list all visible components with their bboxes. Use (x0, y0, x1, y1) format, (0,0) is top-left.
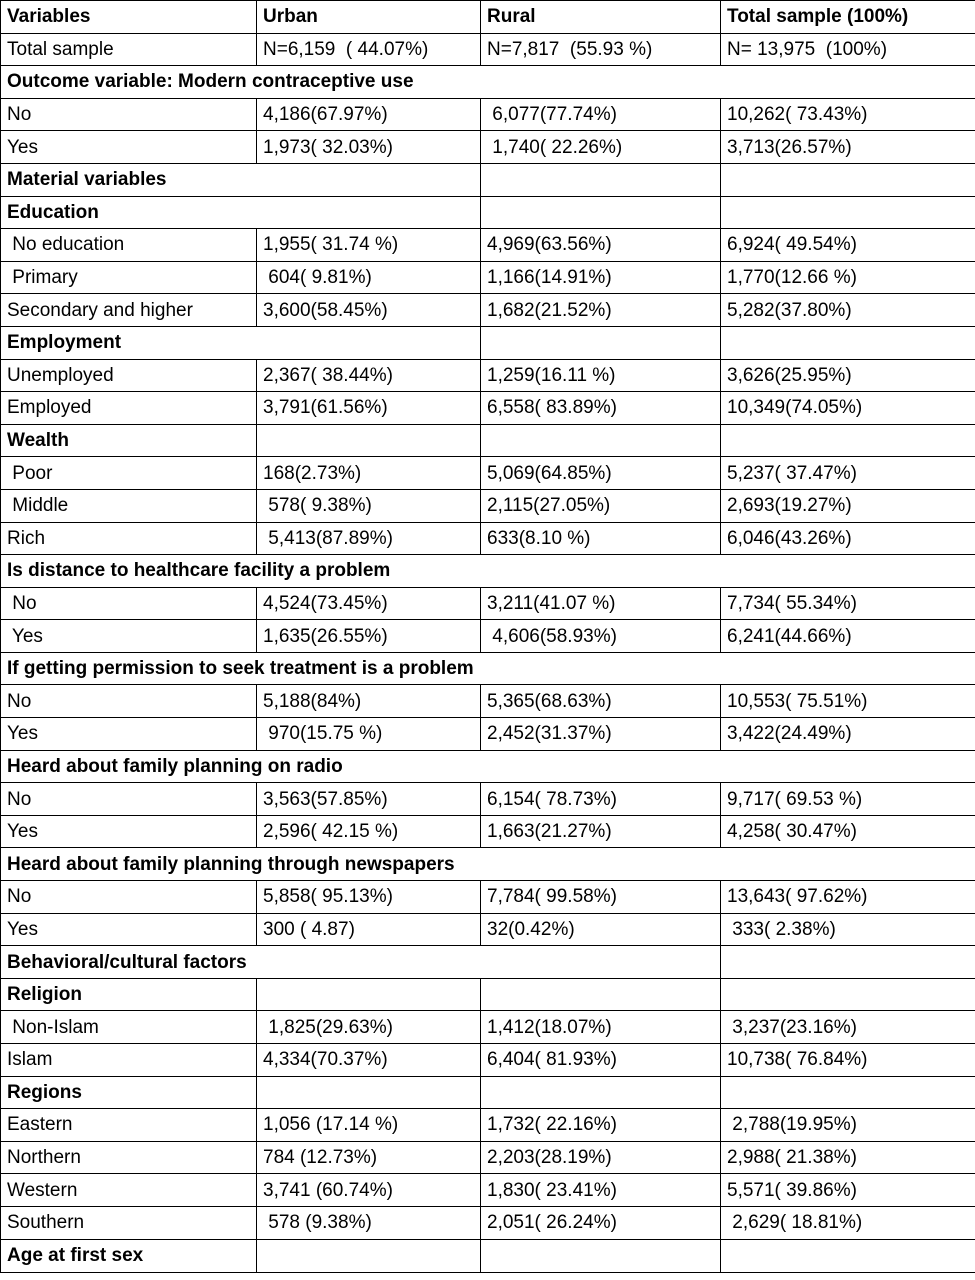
empty-cell (257, 1239, 481, 1272)
urban-cell: 1,955( 31.74 %) (257, 229, 481, 262)
rural-cell: 1,412(18.07%) (481, 1011, 721, 1044)
rural-cell: 2,051( 26.24%) (481, 1206, 721, 1239)
total-cell: 2,693(19.27%) (721, 489, 975, 522)
rural-cell: 2,452(31.37%) (481, 718, 721, 751)
table-row (1, 294, 975, 327)
total-cell: 9,717( 69.53 %) (721, 783, 975, 816)
empty-cell (721, 163, 975, 196)
urban-cell: 300 ( 4.87) (257, 913, 481, 946)
urban-cell: 4,334(70.37%) (257, 1044, 481, 1077)
total-cell: 333( 2.38%) (721, 913, 975, 946)
row-label: No (1, 587, 257, 620)
empty-cell (257, 978, 481, 1011)
rural-cell: 1,663(21.27%) (481, 815, 721, 848)
rural-cell: N=7,817 (55.93 %) (481, 33, 721, 66)
table-row (1, 392, 975, 425)
table-row (1, 33, 975, 66)
table-row (1, 131, 975, 164)
table-row (1, 1141, 975, 1174)
row-label: Yes (1, 815, 257, 848)
empty-cell (481, 424, 721, 457)
empty-cell (481, 1076, 721, 1109)
urban-cell: 168(2.73%) (257, 457, 481, 490)
header-urban: Urban (257, 1, 481, 34)
urban-cell: 5,413(87.89%) (257, 522, 481, 555)
rural-cell: 4,969(63.56%) (481, 229, 721, 262)
table-row (1, 457, 975, 490)
section-heading: If getting permission to seek treatment is a problem (1, 652, 975, 685)
section-heading-row (1, 555, 975, 588)
table-row (1, 783, 975, 816)
row-label: Yes (1, 718, 257, 751)
section-heading-row (1, 750, 975, 783)
table-row (1, 913, 975, 946)
row-label: Rich (1, 522, 257, 555)
row-label: Islam (1, 1044, 257, 1077)
table-row (1, 359, 975, 392)
total-cell: 13,643( 97.62%) (721, 881, 975, 914)
table-row (1, 587, 975, 620)
row-label: No (1, 783, 257, 816)
table-row (1, 489, 975, 522)
total-cell: 7,734( 55.34%) (721, 587, 975, 620)
total-cell: 3,626(25.95%) (721, 359, 975, 392)
empty-cell (257, 1076, 481, 1109)
header-rural: Rural (481, 1, 721, 34)
urban-cell: 3,791(61.56%) (257, 392, 481, 425)
table-row (1, 815, 975, 848)
table-header-row (1, 1, 975, 34)
section-heading: Heard about family planning through newspapers (1, 848, 975, 881)
row-label: Middle (1, 489, 257, 522)
total-cell: 3,713(26.57%) (721, 131, 975, 164)
urban-cell: 578 (9.38%) (257, 1206, 481, 1239)
urban-cell: 1,973( 32.03%) (257, 131, 481, 164)
row-label: Non-Islam (1, 1011, 257, 1044)
table-row (1, 522, 975, 555)
total-cell: 4,258( 30.47%) (721, 815, 975, 848)
empty-cell (721, 326, 975, 359)
empty-cell (481, 196, 721, 229)
urban-cell: N=6,159 ( 44.07%) (257, 33, 481, 66)
rural-cell: 1,682(21.52%) (481, 294, 721, 327)
row-label: Unemployed (1, 359, 257, 392)
urban-cell: 4,524(73.45%) (257, 587, 481, 620)
total-cell: 2,988( 21.38%) (721, 1141, 975, 1174)
rural-cell: 2,203(28.19%) (481, 1141, 721, 1174)
table-row (1, 261, 975, 294)
subsection-heading: Religion (1, 978, 257, 1011)
urban-cell: 1,056 (17.14 %) (257, 1109, 481, 1142)
empty-cell (721, 946, 975, 979)
table-row (1, 685, 975, 718)
total-cell: 10,349(74.05%) (721, 392, 975, 425)
rural-cell: 1,740( 22.26%) (481, 131, 721, 164)
rural-cell: 4,606(58.93%) (481, 620, 721, 653)
empty-cell (481, 978, 721, 1011)
total-cell: 6,241(44.66%) (721, 620, 975, 653)
urban-cell: 5,858( 95.13%) (257, 881, 481, 914)
section-heading: Outcome variable: Modern contraceptive use (1, 66, 975, 99)
urban-cell: 578( 9.38%) (257, 489, 481, 522)
rural-cell: 1,830( 23.41%) (481, 1174, 721, 1207)
row-label: No (1, 98, 257, 131)
subsection-heading-row (1, 424, 975, 457)
table-row (1, 718, 975, 751)
rural-cell: 6,558( 83.89%) (481, 392, 721, 425)
row-label: Eastern (1, 1109, 257, 1142)
table-row (1, 229, 975, 262)
urban-cell: 2,596( 42.15 %) (257, 815, 481, 848)
total-cell: 5,237( 37.47%) (721, 457, 975, 490)
table-row (1, 1206, 975, 1239)
rural-cell: 7,784( 99.58%) (481, 881, 721, 914)
total-cell: 6,924( 49.54%) (721, 229, 975, 262)
table-row (1, 620, 975, 653)
row-label: Yes (1, 131, 257, 164)
section-heading-row (1, 163, 975, 196)
row-label: Poor (1, 457, 257, 490)
total-cell: 5,282(37.80%) (721, 294, 975, 327)
rural-cell: 5,069(64.85%) (481, 457, 721, 490)
urban-cell: 3,563(57.85%) (257, 783, 481, 816)
section-heading: Material variables (1, 163, 481, 196)
section-heading-row (1, 848, 975, 881)
rural-cell: 32(0.42%) (481, 913, 721, 946)
table-row (1, 881, 975, 914)
row-label: Yes (1, 620, 257, 653)
empty-cell (257, 424, 481, 457)
urban-cell: 604( 9.81%) (257, 261, 481, 294)
rural-cell: 2,115(27.05%) (481, 489, 721, 522)
total-cell: 10,262( 73.43%) (721, 98, 975, 131)
total-cell: 1,770(12.66 %) (721, 261, 975, 294)
subsection-heading-row (1, 978, 975, 1011)
table-row (1, 1174, 975, 1207)
subsection-heading: Regions (1, 1076, 257, 1109)
subsection-heading-row (1, 1076, 975, 1109)
empty-cell (721, 196, 975, 229)
section-heading-row (1, 652, 975, 685)
urban-cell: 3,741 (60.74%) (257, 1174, 481, 1207)
empty-cell (721, 978, 975, 1011)
empty-cell (481, 163, 721, 196)
total-cell: 2,629( 18.81%) (721, 1206, 975, 1239)
subsection-heading: Education (1, 196, 481, 229)
subsection-heading: Wealth (1, 424, 257, 457)
empty-cell (721, 424, 975, 457)
urban-cell: 4,186(67.97%) (257, 98, 481, 131)
total-cell: 6,046(43.26%) (721, 522, 975, 555)
total-cell: N= 13,975 (100%) (721, 33, 975, 66)
row-label: Total sample (1, 33, 257, 66)
urban-cell: 2,367( 38.44%) (257, 359, 481, 392)
subsection-heading-row (1, 1239, 975, 1272)
urban-cell: 5,188(84%) (257, 685, 481, 718)
table-row (1, 1109, 975, 1142)
row-label: Western (1, 1174, 257, 1207)
rural-cell: 6,154( 78.73%) (481, 783, 721, 816)
rural-cell: 1,259(16.11 %) (481, 359, 721, 392)
subsection-heading: Age at first sex (1, 1239, 257, 1272)
urban-cell: 970(15.75 %) (257, 718, 481, 751)
subsection-heading: Employment (1, 326, 481, 359)
empty-cell (721, 1076, 975, 1109)
section-heading-row (1, 946, 975, 979)
total-cell: 3,237(23.16%) (721, 1011, 975, 1044)
row-label: Southern (1, 1206, 257, 1239)
section-heading: Heard about family planning on radio (1, 750, 975, 783)
section-heading: Is distance to healthcare facility a problem (1, 555, 975, 588)
row-label: Primary (1, 261, 257, 294)
total-cell: 10,738( 76.84%) (721, 1044, 975, 1077)
row-label: No (1, 685, 257, 718)
row-label: Northern (1, 1141, 257, 1174)
table-row (1, 98, 975, 131)
urban-cell: 1,635(26.55%) (257, 620, 481, 653)
table-row (1, 1011, 975, 1044)
urban-cell: 3,600(58.45%) (257, 294, 481, 327)
rural-cell: 6,077(77.74%) (481, 98, 721, 131)
header-variables: Variables (1, 1, 257, 34)
table-row (1, 1044, 975, 1077)
rural-cell: 633(8.10 %) (481, 522, 721, 555)
total-cell: 3,422(24.49%) (721, 718, 975, 751)
row-label: Yes (1, 913, 257, 946)
total-cell: 5,571( 39.86%) (721, 1174, 975, 1207)
row-label: No (1, 881, 257, 914)
header-total: Total sample (100%) (721, 1, 975, 34)
section-heading: Behavioral/cultural factors (1, 946, 721, 979)
rural-cell: 1,732( 22.16%) (481, 1109, 721, 1142)
rural-cell: 3,211(41.07 %) (481, 587, 721, 620)
rural-cell: 5,365(68.63%) (481, 685, 721, 718)
subsection-heading-row (1, 326, 975, 359)
empty-cell (721, 1239, 975, 1272)
row-label: No education (1, 229, 257, 262)
empty-cell (481, 1239, 721, 1272)
subsection-heading-row (1, 196, 975, 229)
row-label: Employed (1, 392, 257, 425)
total-cell: 2,788(19.95%) (721, 1109, 975, 1142)
total-cell: 10,553( 75.51%) (721, 685, 975, 718)
row-label: Secondary and higher (1, 294, 257, 327)
urban-cell: 784 (12.73%) (257, 1141, 481, 1174)
section-heading-row (1, 66, 975, 99)
urban-cell: 1,825(29.63%) (257, 1011, 481, 1044)
rural-cell: 6,404( 81.93%) (481, 1044, 721, 1077)
rural-cell: 1,166(14.91%) (481, 261, 721, 294)
empty-cell (481, 326, 721, 359)
